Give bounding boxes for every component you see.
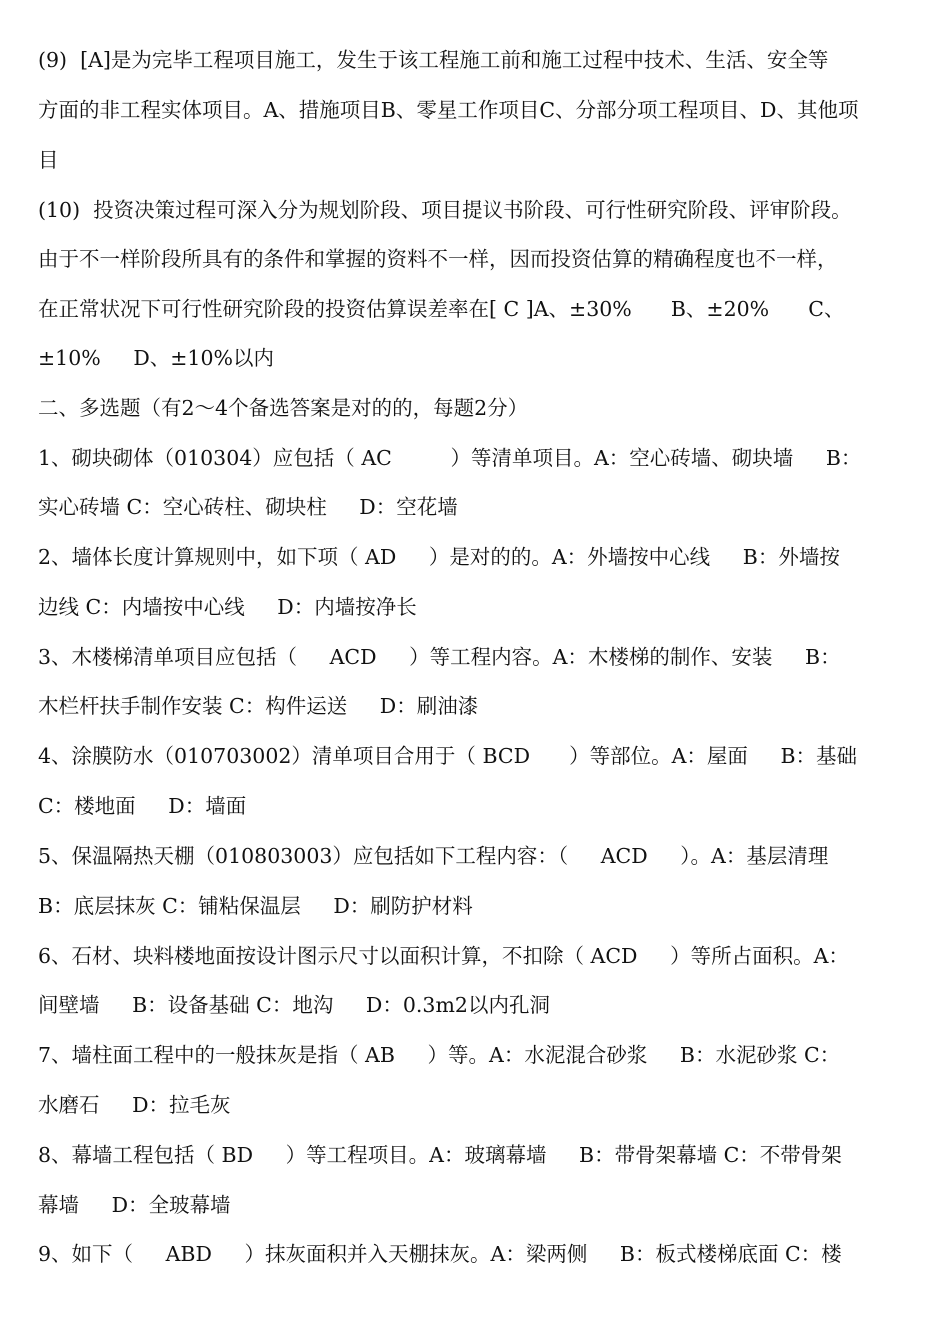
question-line: 幕墙 D：全玻幕墙 bbox=[38, 1193, 231, 1217]
question-line: 7、墙柱面工程中的一般抹灰是指（ AB ）等。A：水泥混合砂浆 B：水泥砂浆 C： bbox=[38, 1043, 841, 1067]
question-line: 实心砖墙 C：空心砖柱、砌块柱 D：空花墙 bbox=[38, 495, 458, 519]
text-line: 在正常状况下可行性研究阶段的投资估算误差率在[ C ]A、±30% B、±20% C、 bbox=[38, 297, 845, 321]
question-line: 5、保温隔热天棚（010803003）应包括如下工程内容：（ ACD ）。A：基层清理 bbox=[38, 844, 829, 868]
question-line: 水磨石 D：拉毛灰 bbox=[38, 1093, 231, 1117]
question-line: 3、木楼梯清单项目应包括（ ACD ）等工程内容。A：木楼梯的制作、安装 B： bbox=[38, 645, 841, 669]
text-line: 目 bbox=[38, 148, 59, 172]
question-line: C：楼地面 D：墙面 bbox=[38, 794, 247, 818]
text-line: (10) 投资决策过程可深入分为规划阶段、项目提议书阶段、可行性研究阶段、评审阶段。 bbox=[38, 198, 852, 222]
question-line: B：底层抹灰 C：铺粘保温层 D：刷防护材料 bbox=[38, 894, 473, 918]
question-line: 木栏杆扶手制作安装 C：构件运送 D：刷油漆 bbox=[38, 694, 479, 718]
question-line: 2、墙体长度计算规则中，如下项（ AD ）是对的的。A：外墙按中心线 B：外墙按 bbox=[38, 545, 840, 569]
question-line: 间壁墙 B：设备基础 C：地沟 D：0.3m2以内孔洞 bbox=[38, 993, 550, 1017]
question-line: 9、如下（ ABD ）抹灰面积并入天棚抹灰。A：梁两侧 B：板式楼梯底面 C：楼 bbox=[38, 1242, 842, 1266]
question-line: 6、石材、块料楼地面按设计图示尺寸以面积计算，不扣除（ ACD ）等所占面积。A： bbox=[38, 944, 849, 968]
question-line: 边线 C：内墙按中心线 D：内墙按净长 bbox=[38, 595, 417, 619]
section-heading: 二、多选题（有2～4个备选答案是对的的，每题2分） bbox=[38, 396, 529, 420]
text-line: ±10% D、±10%以内 bbox=[38, 346, 275, 370]
question-line: 1、砌块砌体（010304）应包括（ AC ）等清单项目。A：空心砖墙、砌块墙 B： bbox=[38, 446, 862, 470]
question-line: 8、幕墙工程包括（ BD ）等工程项目。A：玻璃幕墙 B：带骨架幕墙 C：不带骨架 bbox=[38, 1143, 842, 1167]
question-line: 4、涂膜防水（010703002）清单项目合用于（ BCD ）等部位。A：屋面 B：基础 bbox=[38, 744, 858, 768]
text-line: 由于不一样阶段所具有的条件和掌握的资料不一样，因而投资估算的精确程度也不一样， bbox=[38, 247, 838, 271]
text-line: (9) [A]是为完毕工程项目施工，发生于该工程施工前和施工过程中技术、生活、安全等 bbox=[38, 48, 829, 72]
text-line: 方面的非工程实体项目。A、措施项目B、零星工作项目C、分部分项工程项目、D、其他项 bbox=[38, 98, 859, 122]
